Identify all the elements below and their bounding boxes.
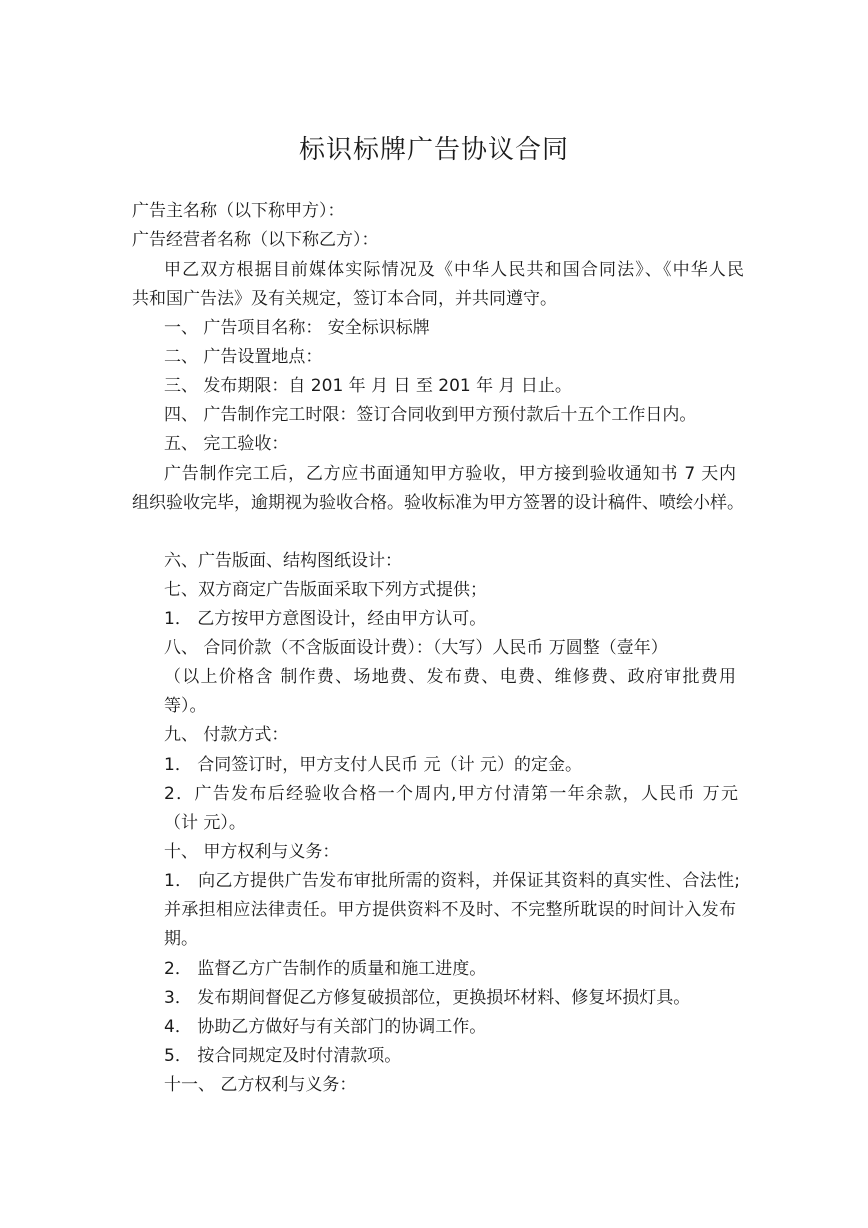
payment-item-2-line-2: （计 元）。 <box>164 813 246 833</box>
clause-3-period: 三、 发布期限：自 201 年 月 日 至 201 年 月 日止。 <box>164 376 572 396</box>
party-a-item-5: 5． 按合同规定及时付清款项。 <box>164 1046 402 1066</box>
clause-4-deadline: 四、 广告制作完工时限：签订合同收到甲方预付款后十五个工作日内。 <box>164 405 697 425</box>
document-title: 标识标牌广告协议合同 <box>298 135 569 165</box>
price-note-line-2: 等）。 <box>164 696 207 716</box>
clause-7-layout: 七、双方商定广告版面采取下列方式提供； <box>164 580 487 600</box>
party-a-item-2: 2． 监督乙方广告制作的质量和施工进度。 <box>164 959 487 979</box>
clause-8-price: 八、 合同价款（不含版面设计费）：（大写）人民币 万圆整（壹年） <box>164 638 668 658</box>
party-a-item-1-line-1: 1． 向乙方提供广告发布审批所需的资料，并保证其资料的真实性、合法性; <box>164 871 740 891</box>
clause-9-payment: 九、 付款方式： <box>164 725 289 745</box>
acceptance-text-line-1: 广告制作完工后，乙方应书面通知甲方验收，甲方接到验收通知书 7 天内 <box>164 464 736 484</box>
acceptance-text-line-2: 组织验收完毕，逾期视为验收合格。验收标准为甲方签署的设计稿件、喷绘小样。 <box>132 493 744 513</box>
preamble-line-1: 甲乙双方根据目前媒体实际情况及《中华人民共和国合同法》、《中华人民 <box>164 260 744 280</box>
operator-name-line: 广告经营者名称（以下称乙方）： <box>132 230 379 250</box>
clause-2-location: 二、 广告设置地点： <box>164 347 323 367</box>
advertiser-name-line: 广告主名称（以下称甲方）： <box>132 201 345 221</box>
clause-1-project-name: 一、 广告项目名称： 安全标识标牌 <box>164 318 430 338</box>
clause-5-acceptance: 五、 完工验收： <box>164 434 289 454</box>
party-a-item-4: 4． 协助乙方做好与有关部门的协调工作。 <box>164 1017 487 1037</box>
party-a-item-3: 3． 发布期间督促乙方修复破损部位，更换损坏材料、修复坏损灯具。 <box>164 988 691 1008</box>
preamble-line-2: 共和国广告法》及有关规定，签订本合同，并共同遵守。 <box>132 289 557 309</box>
clause-10-party-a: 十、 甲方权利与义务： <box>164 842 340 862</box>
party-a-item-1-line-3: 期。 <box>164 929 198 949</box>
clause-11-party-b: 十一、 乙方权利与义务： <box>164 1075 357 1095</box>
payment-item-1: 1． 合同签订时，甲方支付人民币 元（计 元）的定金。 <box>164 755 583 775</box>
payment-item-2-line-1: 2．广告发布后经验收合格一个周内,甲方付清第一年余款，人民币 万元 <box>164 784 738 804</box>
clause-7-item-1: 1． 乙方按甲方意图设计，经由甲方认可。 <box>164 609 487 629</box>
clause-6-design: 六、广告版面、结构图纸设计： <box>164 551 402 571</box>
price-note-line-1: （以上价格含 制作费、场地费、发布费、电费、维修费、政府审批费用 <box>164 667 736 687</box>
party-a-item-1-line-2: 并承担相应法律责任。甲方提供资料不及时、不完整所耽误的时间计入发布 <box>164 900 736 920</box>
